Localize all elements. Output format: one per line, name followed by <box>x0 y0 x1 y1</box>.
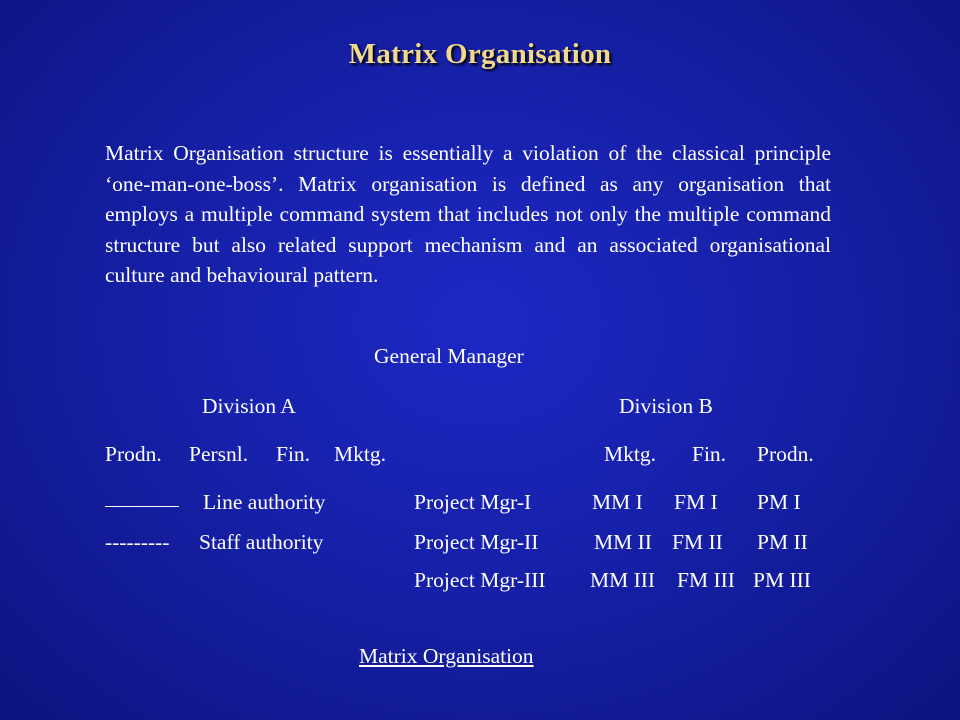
body-paragraph: Matrix Organisation structure is essentially a violation of the classical principle ‘one-man-one-boss’. Matrix organisation is defined as any organisation that employs a multiple command system that includes not only the multiple command structure but also related support mechanism and an associated organisational culture and behavioural pattern. <box>105 141 831 287</box>
function-a-prodn: Prodn. <box>105 442 162 466</box>
mm-2: MM II <box>594 530 652 554</box>
line-authority-line <box>105 506 179 507</box>
fm-1: FM I <box>674 490 718 514</box>
mm-3: MM III <box>590 568 656 592</box>
line-authority-label: Line authority <box>203 490 326 514</box>
fm-2: FM II <box>672 530 723 554</box>
staff-authority-dashes: --------- <box>105 530 170 554</box>
function-a-persnl: Persnl. <box>189 442 249 466</box>
division-b-label: Division B <box>619 394 713 418</box>
general-manager-label: General Manager <box>374 344 524 368</box>
division-a-label: Division A <box>202 394 296 418</box>
project-mgr-2: Project Mgr-II <box>414 530 539 554</box>
function-a-mktg: Mktg. <box>334 442 386 466</box>
slide-title: Matrix Organisation <box>348 38 612 70</box>
function-b-mktg: Mktg. <box>604 442 656 466</box>
mm-1: MM I <box>592 490 643 514</box>
staff-authority-label: Staff authority <box>199 530 324 554</box>
pm-1: PM I <box>757 490 801 514</box>
fm-3: FM III <box>677 568 735 592</box>
project-mgr-3: Project Mgr-III <box>414 568 546 592</box>
figure-caption: Matrix Organisation <box>359 644 534 668</box>
pm-2: PM II <box>757 530 808 554</box>
function-a-fin: Fin. <box>276 442 311 466</box>
function-b-prodn: Prodn. <box>757 442 814 466</box>
pm-3: PM III <box>753 568 811 592</box>
project-mgr-1: Project Mgr-I <box>414 490 532 514</box>
function-b-fin: Fin. <box>692 442 727 466</box>
